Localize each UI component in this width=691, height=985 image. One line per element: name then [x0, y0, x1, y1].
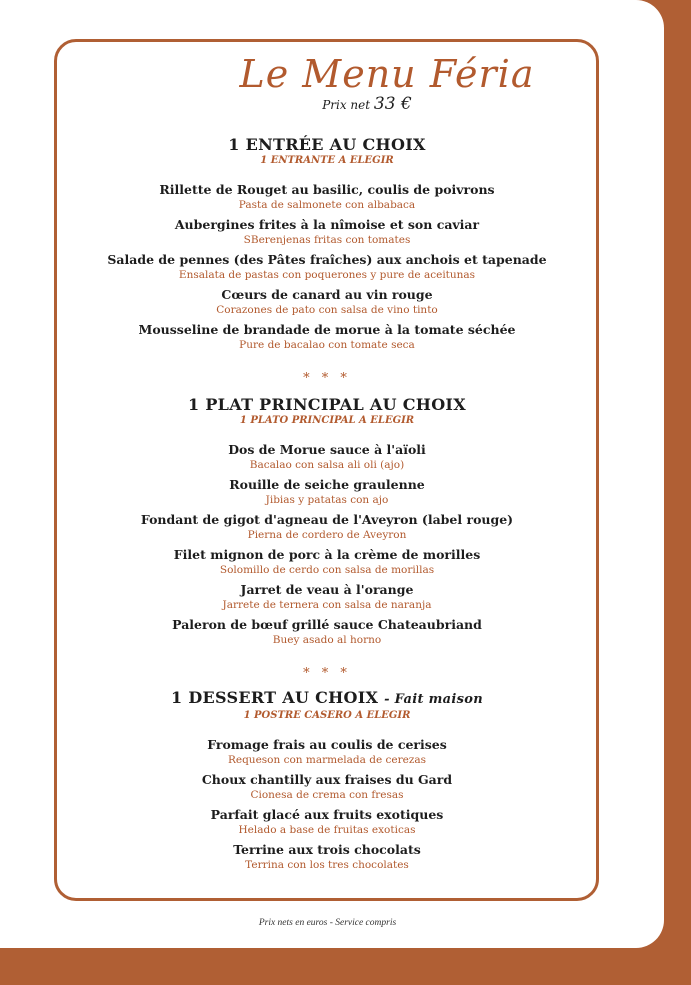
dish-translation: Helado a base de fruitas exoticas: [238, 824, 416, 836]
dish-translation: Bacalao con salsa ali oli (ajo): [249, 459, 405, 471]
dish-translation: Buey asado al horno: [272, 634, 382, 646]
dish-name: Dos de Morue sauce à l'aïoli: [228, 442, 426, 457]
dish-name: Mousseline de brandade de morue à la tomate séchée: [138, 322, 516, 337]
section-subtitle: 1 PLATO PRINCIPAL A ELEGIR: [239, 415, 415, 426]
dish-name: Aubergines frites à la nîmoise et son caviar: [174, 217, 480, 232]
dish-name: Choux chantilly aux fraises du Gard: [201, 772, 453, 787]
dish-translation: Jarrete de ternera con salsa de naranja: [222, 599, 432, 611]
section-title: 1 DESSERT AU CHOIX - Fait maison: [171, 688, 483, 707]
dish-name: Rillette de Rouget au basilic, coulis de poivrons: [159, 182, 495, 197]
section-entree: [57, 136, 597, 353]
separator-stars: * * *: [303, 371, 351, 386]
dish-translation: Pierna de cordero de Aveyron: [247, 529, 407, 541]
dish-name: Terrine aux trois chocolats: [233, 842, 421, 857]
menu-content: [57, 40, 597, 876]
separator-stars: * * *: [303, 666, 351, 681]
dish-translation: Terrina con los tres chocolates: [245, 859, 409, 871]
dish-name: Rouille de seiche graulenne: [229, 477, 425, 492]
dish-translation: Requeson con marmelada de cerezas: [227, 754, 427, 766]
menu-title: Le Menu Féria: [239, 52, 535, 96]
dish-translation: Cionesa de crema con fresas: [250, 789, 404, 801]
section-title-suffix: - Fait maison: [384, 692, 483, 707]
section-subtitle: 1 POSTRE CASERO A ELEGIR: [243, 710, 411, 721]
dish-name: Jarret de veau à l'orange: [240, 582, 414, 597]
dish-translation: Jibias y patatas con ajo: [265, 494, 389, 506]
price-label: Prix net: [322, 98, 371, 112]
dish-name: Fromage frais au coulis de cerises: [207, 737, 447, 752]
section-dessert: [57, 689, 597, 873]
dish-translation: Ensalata de pastas con poquerones y pure de aceitunas: [178, 269, 476, 281]
dish-translation: Corazones de pato con salsa de vino tinto: [216, 304, 438, 316]
dish-name: Fondant de gigot d'agneau de l'Aveyron (label rouge): [140, 512, 514, 527]
footer-note: Prix nets en euros - Service compris: [258, 918, 397, 928]
section-subtitle: 1 ENTRANTE A ELEGIR: [260, 155, 394, 166]
dish-translation: Solomillo de cerdo con salsa de morillas: [219, 564, 435, 576]
dish-name: Paleron de bœuf grillé sauce Chateaubriand: [172, 617, 482, 632]
dish-name: Parfait glacé aux fruits exotiques: [210, 807, 444, 822]
dish-translation: Pure de bacalao con tomate seca: [239, 339, 415, 351]
section-title: 1 ENTRÉE AU CHOIX: [228, 135, 426, 154]
section-plat: [57, 396, 597, 648]
dish-translation: SBerenjenas fritas con tomates: [243, 234, 411, 246]
section-title: 1 PLAT PRINCIPAL AU CHOIX: [188, 395, 466, 414]
dish-name: Cœurs de canard au vin rouge: [221, 287, 433, 302]
dish-name: Salade de pennes (des Pâtes fraîches) aux anchois et tapenade: [107, 252, 547, 267]
dish-translation: Pasta de salmonete con albabaca: [238, 199, 416, 211]
dish-name: Filet mignon de porc à la crème de morilles: [173, 547, 481, 562]
menu-price: [97, 94, 637, 114]
price-value: 33 €: [373, 94, 412, 114]
